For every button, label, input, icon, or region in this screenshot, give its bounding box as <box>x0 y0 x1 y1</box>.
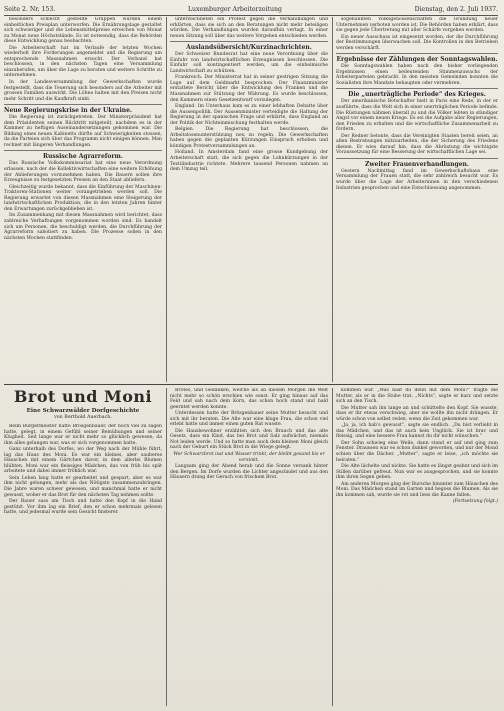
article-headline: Ergebnisse der Zählungen der Sonntagswahlen. <box>336 56 498 64</box>
paragraph: Sein Leben lang hatte er gearbeitet und gespart, aber es war ihm nicht gelungen, mehr als das Nötigste zusammenzubringen. Die Jahre waren schwer gewesen, und manchmal hatte er nicht gewusst, woher er das Brot für den nächsten Tag nehmen sollte. <box>4 475 162 498</box>
story-column-2 <box>170 388 328 706</box>
divider <box>4 104 162 105</box>
article-headline: Russische Agrarreform. <box>43 153 123 161</box>
paragraph: Die Regierung ist zurückgetreten. Der Ministerpräsident hat dem Präsidenten seinen Rücktritt mitgeteilt, nachdem es in der Kammer zu heftigen Auseinandersetzungen gekommen war. Die Bildung eines neuen Kabinetts dürfte auf Schwierigkeiten stossen, da die Parteien sich über das Programm nicht einigen können. Man rechnet mit längeren Verhandlungen. <box>4 115 162 148</box>
paragraph: sogenannten Volksgenossenschaften die Gründung neuer Unternehmen verboten worden ist. Die Behörden haben erklärt, dass sie gegen jede Übertretung mit aller Schärfe vorgehen werden. <box>336 17 498 34</box>
article-headline: Neue Regierungskrise in der Ukraine. <box>4 107 132 115</box>
paragraph: Der Sohn schwieg eine Weile, dann stand er auf und ging zum Fenster. Draussen war es schon dunkel geworden, und nur der Mond schien über die Dächer. „Mutter“, sagte er leise, „ich möchte sie heiraten.“ <box>336 440 498 463</box>
page-number: Seite 2. Nr. 153. <box>4 5 56 13</box>
issue-date: Dienstag, den 2. Juli 1937. <box>414 5 498 13</box>
paragraph: Gleichzeitig wurde bekannt, dass die Einführung der Maschinen-Traktoren-Stationen weiter vorangetrieben werden soll. Die Regierung erwartet von diesen Massnahmen eine Steigerung der landwirtschaftlichen Produktion, die in den letzten Jahren hinter den Erwartungen zurückgeblieben ist. <box>4 184 162 212</box>
paragraph: Gestern Nachmittag fand im Gewerkschaftshaus eine Versammlung der Frauen statt, die sehr zahlreich besucht war. Es wurde über die Lage der Arbeiterinnen in den verschiedenen Industrien gesprochen und eine Entschliessung angenommen. <box>336 168 498 191</box>
paragraph: Der Bauer sass am Tisch und hatte den Kopf in die Hand gestützt. Vor ihm lag ein Brief, den er schon mehrmals gelesen hatte, und jedesmal wurde sein Gesicht finsterer. <box>4 499 162 516</box>
paragraph: besonders schlecht gestellte Gruppen wurden einem einheitlichen Preisplan unterworfen. Die Ernährungslage gestaltet sich schwieriger und die Lebensmittelpreise erreichen von Monat zu Monat neue Höchststände. Es ist notwendig, dass die Behörden diese Entwicklung genau beobachten. <box>4 17 162 45</box>
column-rule <box>332 388 333 706</box>
paragraph: Der Redner betonte, dass die Vereinigten Staaten bereit seien, an allen Bestrebungen mitzuarbeiten, die der Sicherung des Friedens dienen. Er wies darauf hin, dass die Abrüstung die wichtigste Voraussetzung für eine Besserung der wirtschaftlichen Lage sei. <box>336 133 498 156</box>
paragraph: Langsam ging der Abend herab und die Sonne versank hinter den Bergen. Im Dorfe wurden die Lichter angezündet und aus den Häusern drang der Geruch von frischem Brot. <box>170 464 328 481</box>
column-3 <box>336 17 498 382</box>
paragraph: Die Sonntagswahlen haben nach den bisher vorliegenden Ergebnissen einen bedeutenden Stimmenzuwachs der Arbeiterparteien gebracht. In den meisten Gemeinden konnten die Sozialisten ihre Mandate behaupten oder vermehren. <box>336 64 498 86</box>
verse: Wer Schwarzbrot isst und Wasser trinkt, der bleibt gesund bis er versinkt. <box>173 452 325 463</box>
paragraph: Holland. In Amsterdam fand eine grosse Kundgebung der Arbeiterschaft statt, die sich gegen die Lohnkürzungen in der Textilindustrie richtete. Mehrere tausend Personen nahmen an dem Umzug teil. <box>170 150 328 173</box>
paragraph: Die Arbeiterschaft hat im Verlaufe der letzten Wochen wiederholt ihre Forderungen angemeldet und die Regierung um entsprechende Massnahmen ersucht. Der Verband hat beschlossen, in den nächsten Tagen eine Versammlung einzuberufen, um über die Lage zu beraten und weitere Schritte zu unternehmen. <box>4 45 162 79</box>
masthead: Luxemburger Arbeiterzeitung <box>187 5 282 13</box>
paragraph: Die Alte lächelte und nickte. Sie hatte es längst geahnt und sich im Stillen darüber gefreut. Nun war es ausgesprochen, und sie konnte ihm ihren Segen geben. <box>336 464 498 481</box>
article-headline: Auslandsübersicht/Kurzinachrichten. <box>186 44 312 52</box>
column-2 <box>170 17 328 382</box>
paragraph: Das Russische Volkskommissariat hat eine neue Verordnung erlassen, nach der die Kollektivwirtschaften eine weitere Erhöhung der Ablieferungen vorzunehmen haben. Die Bauern sollen ihre Erzeugnisse zu festgesetzten Preisen an den Staat abliefern. <box>4 161 162 184</box>
column-rule <box>166 17 167 382</box>
paragraph: kommen war. „Was hast du denn mit dem Moni?“ fragte die Mutter, als er in die Stube trat. „Nichts“, sagte er kurz und setzte sich an den Tisch. <box>336 388 498 405</box>
divider <box>170 41 328 42</box>
column-rule <box>166 388 167 706</box>
story-title: Brot und Moni <box>13 387 153 406</box>
divider <box>336 88 498 89</box>
feuilleton-rule <box>4 384 498 385</box>
paragraph: Ganz unterhalb des Dorfes, wo der Weg nach der Mühle führt, lag das Haus des Moni. Es war ein kleines, aber sauberes Häuschen mit einem Gärtchen davor, in dem allerlei Blumen blühten. Moni war ein fleissiges Mädchen, das von früh bis spät arbeitete und dabei immer fröhlich war. <box>4 447 162 475</box>
divider <box>336 158 498 159</box>
page-header <box>4 3 498 16</box>
continuation-note: (Fortsetzung folgt.) <box>452 499 498 505</box>
paragraph: Beim Bürgermeister hatte Brösgenbauer, der noch viel zu sagen hatte, gelegt, in einem Gefühl seiner Bemühungen und seiner Klugheit. Seit lange war er nicht mehr so glücklich gewesen, da ihm alles gelungen war, was er sich vorgenommen hatte. <box>4 424 162 446</box>
paragraph: unterzeichneten ein Protest gegen die Verhandlungen und erklärten, dass sie sich an den Beratungen nicht mehr beteiligen würden. Die Verhandlungen wurden daraufhin vertagt. In einer neuen Sitzung soll über das weitere Vorgehen entschieden werden. <box>170 17 328 39</box>
paragraph: Unterdessen hatte der Brösgenbauer seine Mutter besucht und sich mit ihr beraten. Die Alte war eine kluge Frau, die schon viel erlebt hatte und immer einen guten Rat wusste. <box>170 411 328 428</box>
paragraph: Der Schweizer Bundesrat hat eine neue Verordnung über die Einfuhr von landwirtschaftlichen Erzeugnissen beschlossen. Die Einfuhr soll kontingentiert werden, um die einheimische Landwirtschaft zu schützen. <box>170 52 328 74</box>
paragraph: Der amerikanische Botschafter hielt in Paris eine Rede, in der er ausführte, dass die Welt sich in einer unerträglichen Periode befinde. Die Rüstungen nähmen überall zu und die Völker lebten in ständiger Angst vor einem neuen Kriege. Es sei die Aufgabe aller Regierungen, den Frieden zu erhalten und die wirtschaftliche Zusammenarbeit zu fördern. <box>336 99 498 133</box>
paragraph: In der Landesversammlung der Gewerkschaften wurde festgestellt, dass die Teuerung sich besonders auf die Arbeiter mit grossen Familien auswirkt. Die Löhne halten mit den Preisen nicht mehr Schritt und die Kaufkraft sinkt. <box>4 80 162 102</box>
paragraph: Am anderen Morgen ging der Bursche hinunter zum Häuschen des Moni. Das Mädchen stand im Garten und begoss die Blumen. Als sie ihn kommen sah, wurde sie rot und liess die Kanne fallen. <box>336 481 498 498</box>
story-subtitle: Eine Schwarzwälder Dorfgeschichte <box>26 408 140 414</box>
column-1 <box>4 17 162 382</box>
story-column-3 <box>336 388 498 706</box>
paragraph: Im Zusammenhang mit diesen Massnahmen wird berichtet, dass zahlreiche Verhaftungen vorgenommen worden sind. Es handelt sich um Personen, die beschuldigt werden, die Durchführung der Agrarreform sabotiert zu haben. Die Prozesse sollen in den nächsten Wochen stattfinden. <box>4 213 162 241</box>
story-author: von Berthold Auerbach. <box>54 415 112 420</box>
paragraph: Belgien. Die Regierung hat beschlossen, die Arbeitslosenunterstützung neu zu regeln. Die Gewerkschaften haben gegen die geplanten Kürzungen Einspruch erhoben und kündigen Protestversammlungen an. <box>170 127 328 149</box>
column-rule <box>332 17 333 382</box>
story-column-1 <box>4 424 162 706</box>
paragraph: Die Mutter sah ihn lange an und schüttelte den Kopf. Sie wusste, dass er ihr etwas verschwieg, aber sie wollte ihn nicht drängen. Er würde schon von selbst reden, wenn die Zeit gekommen war. <box>336 405 498 422</box>
divider <box>4 150 162 151</box>
paragraph: „Ja, ja, ich hab's gewusst“, sagte sie endlich. „Du bist verliebt in das Mädchen, und das ist auch kein Unglück. Sie ist brav und fleissig, und eine bessere Frau kannst du dir nicht wünschen.“ <box>336 423 498 440</box>
paragraph: Brotes, und Gedanken, welche als an diesem Morgen die Welt nicht mehr so schön erschien wie sonst. Er ging hinaus auf das Feld und sah nach dem Korn, das schon hoch stand und bald geerntet werden konnte. <box>170 388 328 410</box>
paragraph: Ein neuer Ausschuss ist eingesetzt worden, der die Durchführung der Bestimmungen überwachen soll. Die Kontrollen in den Betrieben werden verschärft. <box>336 34 498 51</box>
paragraph: Die Hausbewohner erzählten sich den Brauch und das alte Gesetz, dass ein Kind, das bei Brot und Salz aufwächst, niemals Not leiden werde. Und so hatte man auch dem kleinen Moni gleich nach der Geburt ein Stück Brot in die Wiege gelegt. <box>170 428 328 451</box>
divider <box>336 53 498 54</box>
paragraph: Frankreich. Der Ministerrat hat in seiner gestrigen Sitzung die Lage auf dem Geldmarkt besprochen. Der Finanzminister erstattete Bericht über die Entwicklung des Franken und die Massnahmen zur Stützung der Währung. Es wurde beschlossen, den Kammern einen Gesetzentwurf vorzulegen. <box>170 75 328 103</box>
article-headline: Zweiter Frauenverhandlungen. <box>365 160 469 168</box>
article-headline: Die „unerträgliche Periode“ des Krieges. <box>348 91 486 99</box>
paragraph: England. Im Unterhaus kam es zu einer lebhaften Debatte über die Aussenpolitik. Der Aussenminister verteidigte die Haltung der Regierung in der spanischen Frage und erklärte, dass England an der Politik der Nichteinmischung festhalten werde. <box>170 104 328 126</box>
